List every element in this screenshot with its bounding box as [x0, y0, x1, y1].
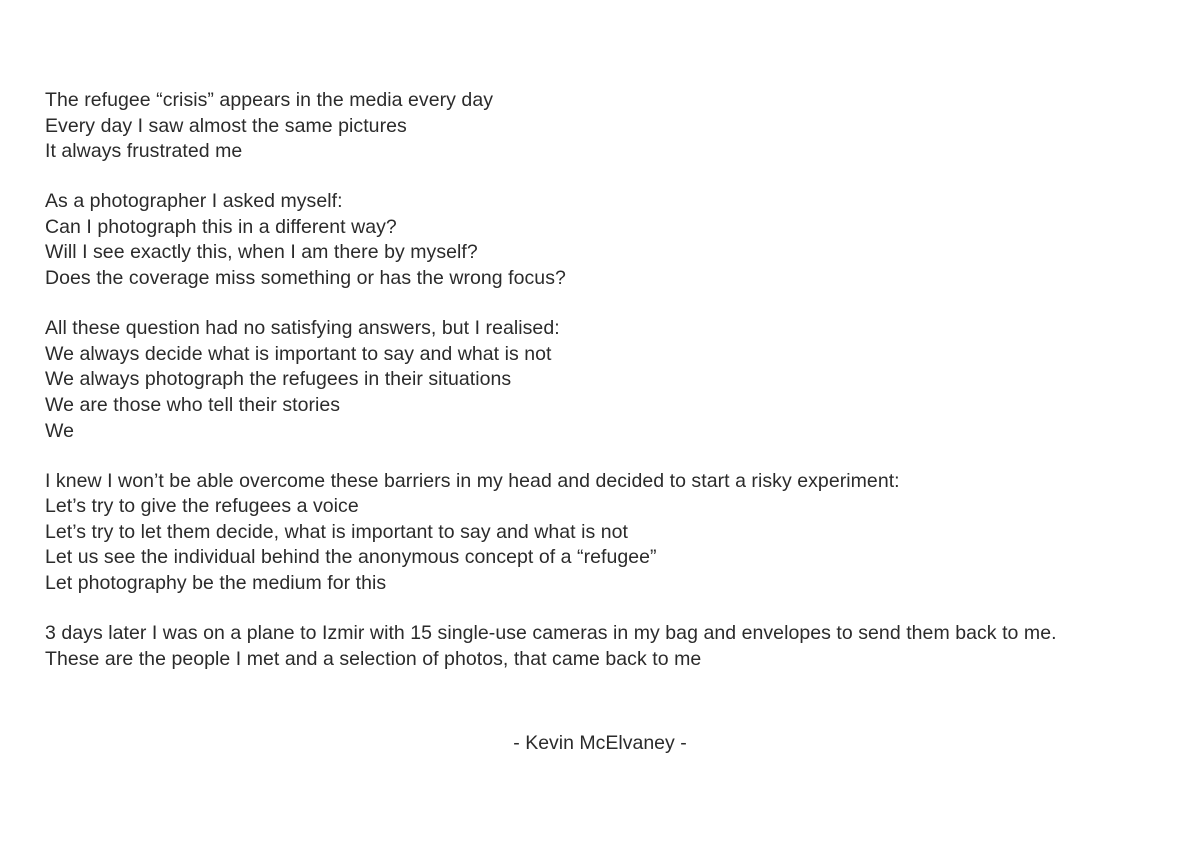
text-line: Let’s try to give the refugees a voice — [45, 495, 359, 518]
stanza-5 — [45, 621, 1185, 672]
author-signature: - Kevin McElvaney - — [513, 732, 687, 754]
text-line: These are the people I met and a selection of photos, that came back to me — [45, 647, 702, 670]
text-line: Does the coverage miss something or has the wrong focus? — [45, 267, 566, 290]
text-line: We are those who tell their stories — [45, 393, 341, 416]
stanza-2 — [45, 189, 1185, 291]
text-line: Will I see exactly this, when I am there by myself? — [45, 241, 478, 264]
statement-text — [45, 88, 1185, 697]
stanza-4 — [45, 469, 1185, 597]
text-line: All these question had no satisfying answers, but I realised: — [45, 317, 560, 340]
text-line: Can I photograph this in a different way? — [45, 215, 397, 238]
text-line: The refugee “crisis” appears in the media every day — [45, 89, 494, 111]
text-line: We — [45, 419, 74, 442]
text-line: As a photographer I asked myself: — [45, 190, 343, 213]
text-line: 3 days later I was on a plane to Izmir with 15 single-use cameras in my bag and envelopes to send them back to me. — [45, 622, 1057, 645]
text-line: Every day I saw almost the same pictures — [45, 114, 407, 137]
text-line: It always frustrated me — [45, 140, 243, 163]
text-line: Let’s try to let them decide, what is important to say and what is not — [45, 520, 629, 543]
text-line: We always photograph the refugees in their situations — [45, 368, 512, 391]
stanza-1 — [45, 88, 1185, 165]
text-line: We always decide what is important to say and what is not — [45, 342, 552, 365]
text-line: Let photography be the medium for this — [45, 572, 387, 594]
text-line: I knew I won’t be able overcome these barriers in my head and decided to start a risky experiment: — [45, 469, 900, 492]
stanza-3 — [45, 316, 1185, 444]
text-line: Let us see the individual behind the anonymous concept of a “refugee” — [45, 546, 657, 569]
